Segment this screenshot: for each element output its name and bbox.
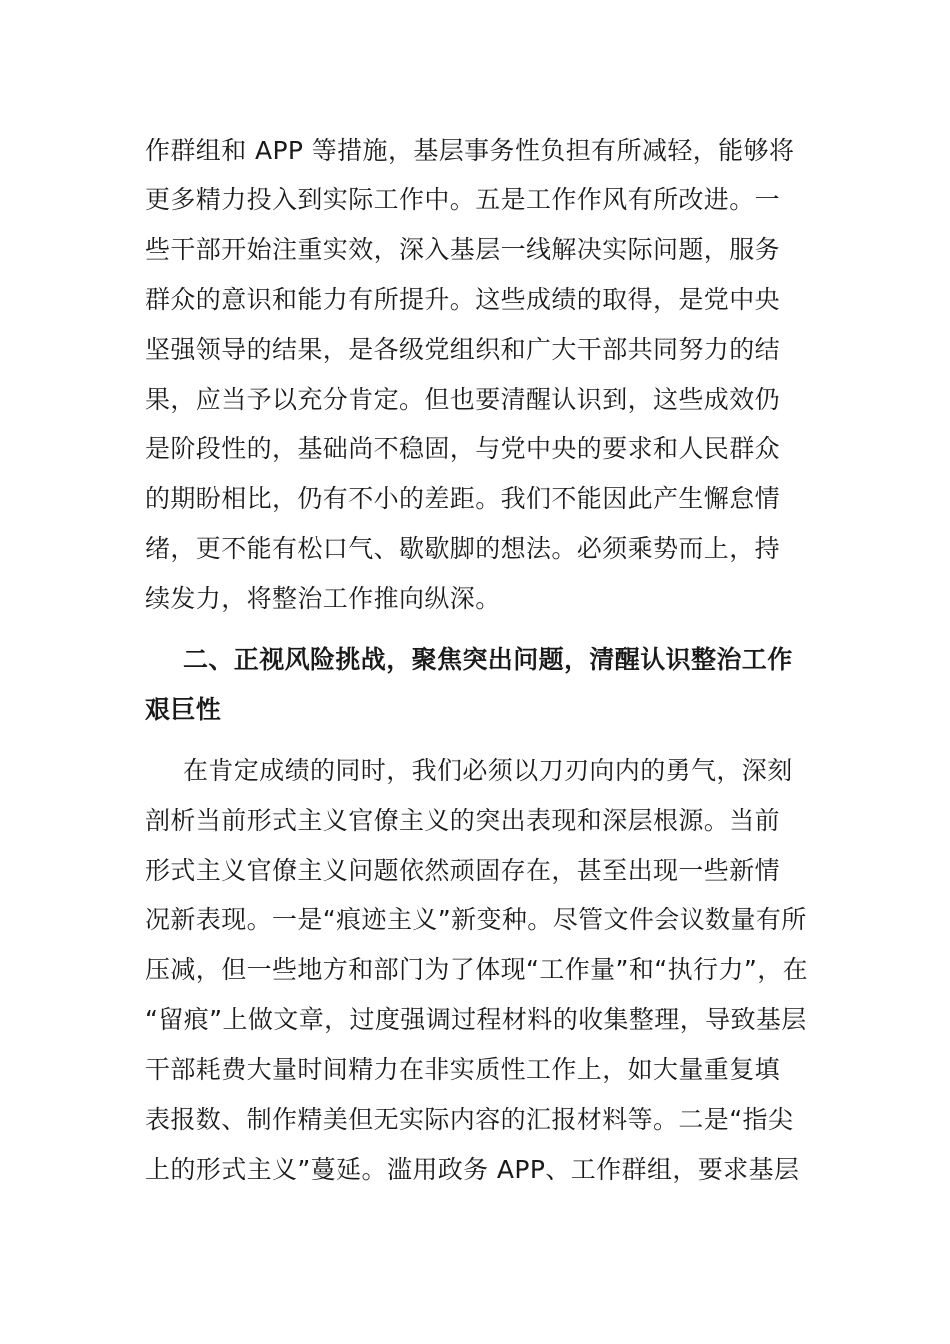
- paragraph-1-line-2: 更多精力投入到实际工作中。五是工作作风有所改进。一: [145, 185, 781, 214]
- paragraph-1-line-1: 作群组和 APP 等措施，基层事务性负担有所减轻，能够将: [145, 136, 795, 165]
- paragraph-1-line-6: 果，应当予以充分肯定。但也要清醒认识到，这些成效仍: [145, 385, 781, 414]
- paragraph-2-line-6: “留痕”上做文章，过度强调过程材料的收集整理，导致基层: [145, 1005, 807, 1034]
- paragraph-2-line-1: 在肯定成绩的同时，我们必须以刀刃向内的勇气，深刻: [183, 756, 793, 785]
- paragraph-1-line-4: 群众的意识和能力有所提升。这些成绩的取得，是党中央: [145, 285, 781, 314]
- paragraph-1-line-9: 绪，更不能有松口气、歇歇脚的想法。必须乘势而上，持: [145, 534, 781, 563]
- section-heading-line-2: 艰巨性: [145, 695, 222, 724]
- paragraph-2-line-7: 干部耗费大量时间精力在非实质性工作上，如大量重复填: [145, 1055, 781, 1084]
- paragraph-2-line-4: 况新表现。一是“痕迹主义”新变种。尽管文件会议数量有所: [145, 905, 807, 934]
- paragraph-1-line-7: 是阶段性的，基础尚不稳固，与党中央的要求和人民群众: [145, 434, 781, 463]
- paragraph-2-line-3: 形式主义官僚主义问题依然顽固存在，甚至出现一些新情: [145, 856, 781, 885]
- paragraph-1-line-5: 坚强领导的结果，是各级党组织和广大干部共同努力的结: [145, 335, 781, 364]
- section-heading-line-1: 二、正视风险挑战，聚焦突出问题，清醒认识整治工作: [183, 645, 793, 674]
- paragraph-1-line-3: 些干部开始注重实效，深入基层一线解决实际问题，服务: [145, 235, 781, 264]
- paragraph-2-line-8: 表报数、制作精美但无实际内容的汇报材料等。二是“指尖: [145, 1105, 794, 1134]
- paragraph-2-line-2: 剖析当前形式主义官僚主义的突出表现和深层根源。当前: [145, 806, 781, 835]
- paragraph-1-line-10: 续发力，将整治工作推向纵深。: [145, 584, 501, 613]
- paragraph-1-line-8: 的期盼相比，仍有不小的差距。我们不能因此产生懈怠情: [145, 484, 781, 513]
- paragraph-2-line-5: 压减，但一些地方和部门为了体现“工作量”和“执行力”，在: [145, 955, 809, 984]
- paragraph-2-line-9: 上的形式主义”蔓延。滥用政务 APP、工作群组，要求基层: [145, 1155, 800, 1184]
